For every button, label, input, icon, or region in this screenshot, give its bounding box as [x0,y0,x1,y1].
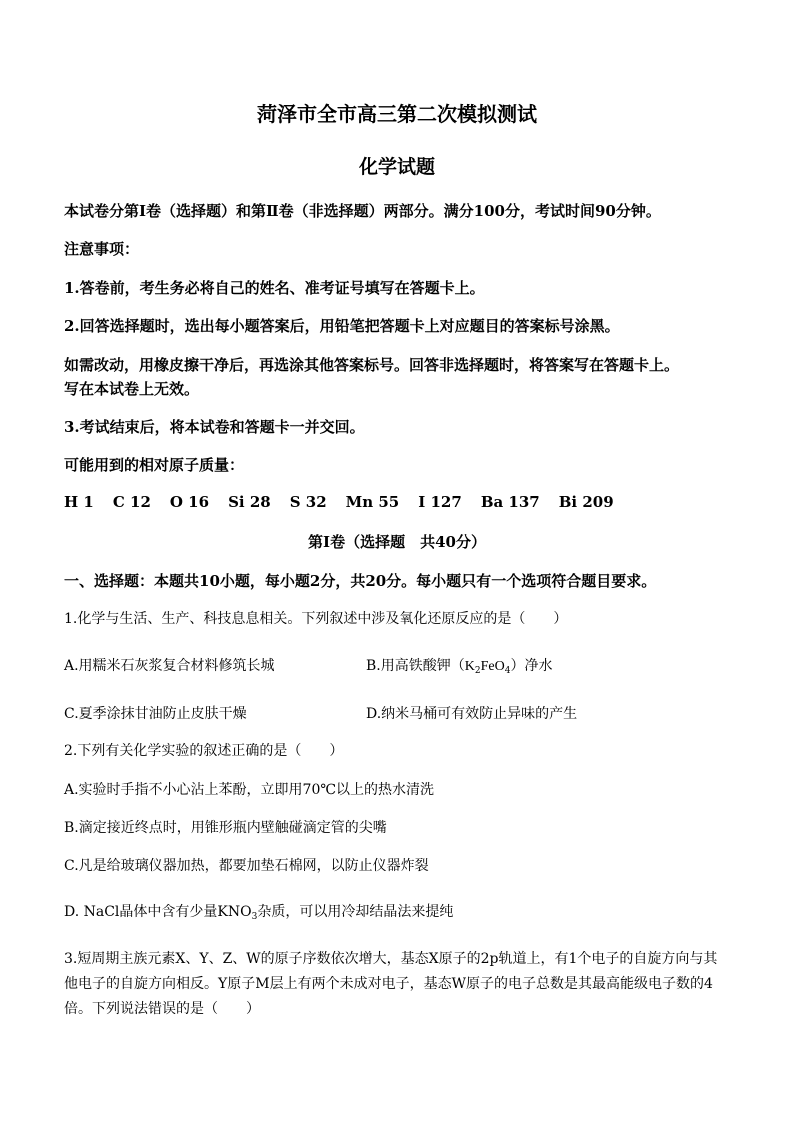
atomic-mass-item: Mn 55 [345,493,400,511]
atomic-mass-item: I 127 [418,493,462,511]
notice-item-1: 1.答卷前，考生务必将自己的姓名、准考证号填写在答题卡上。 [64,279,485,297]
question-2-option-a: A.实验时手指不小心沾上苯酚，立即用70℃以上的热水清洗 [64,782,435,798]
question-1-option-d: D.纳米马桶可有效防止异味的产生 [366,706,578,722]
atomic-mass-list [64,493,633,511]
section-heading: 一、选择题：本题共10小题，每小题2分，共20分。每小题只有一个选项符合题目要求。 [64,572,657,590]
atomic-mass-item: Ba 137 [480,493,540,511]
question-3-stem-line-3: 倍。下列说法错误的是（ ） [64,1001,260,1017]
question-1-option-a: A.用糯米石灰浆复合材料修筑长城 [64,658,275,674]
atomic-mass-item: C 12 [112,493,151,511]
atomic-mass-item: S 32 [289,493,327,511]
question-1-option-c: C.夏季涂抹甘油防止皮肤干燥 [64,706,247,722]
notice-item-2-cont-2: 写在本试卷上无效。 [64,380,200,398]
notice-item-3: 3.考试结束后，将本试卷和答题卡一并交回。 [64,418,365,436]
exam-description: 本试卷分第Ⅰ卷（选择题）和第Ⅱ卷（非选择题）两部分。满分100分，考试时间90分钟。 [64,202,661,220]
question-2-option-b: B.滴定接近终点时，用锥形瓶内壁触碰滴定管的尖嘴 [64,820,387,836]
atomic-mass-item: H 1 [64,493,94,511]
notice-item-2-cont: 如需改动，用橡皮擦干净后，再选涂其他答案标号。回答非选择题时，将答案写在答题卡上。 [64,356,680,374]
question-1-option-b: B.用高铁酸钾$(K_2FeO_4)$净水 [366,658,553,676]
question-1-stem: 1.化学与生活、生产、科技息息相关。下列叙述中涉及氧化还原反应的是（ ） [64,611,568,627]
question-3-stem-line-1: 3.短周期主族元素X、Y、Z、W的原子序数依次增大，基态X原子的2p轨道上，有1个电子的自旋方向与其 [64,951,718,967]
exam-title: 菏泽市全市高三第二次模拟测试 [257,102,537,126]
question-2-stem: 2.下列有关化学实验的叙述正确的是（ ） [64,743,344,759]
atomic-mass-item: Bi 209 [558,493,614,511]
notice-heading: 注意事项： [64,240,140,258]
question-2-option-c: C.凡是给玻璃仪器加热，都要加垫石棉网，以防止仪器炸裂 [64,858,429,874]
question-2-option-d: D. NaCl晶体中含有少量$KNO_3$杂质，可以用冷却结晶法来提纯 [64,904,454,922]
notice-item-2: 2.回答选择题时，选出每小题答案后，用铅笔把答题卡上对应题目的答案标号涂黑。 [64,317,620,335]
part1-heading: 第Ⅰ卷（选择题 共40分） [308,533,486,551]
atomic-mass-item: O 16 [169,493,210,511]
atomic-mass-item: Si 28 [228,493,271,511]
exam-subtitle: 化学试题 [358,156,435,178]
atomic-mass-heading: 可能用到的相对原子质量： [64,456,245,474]
question-3-stem-line-2: 他电子的自旋方向相反。Y原子M层上有两个未成对电子，基态W原子的电子总数是其最高能级电子数的4 [64,976,713,992]
